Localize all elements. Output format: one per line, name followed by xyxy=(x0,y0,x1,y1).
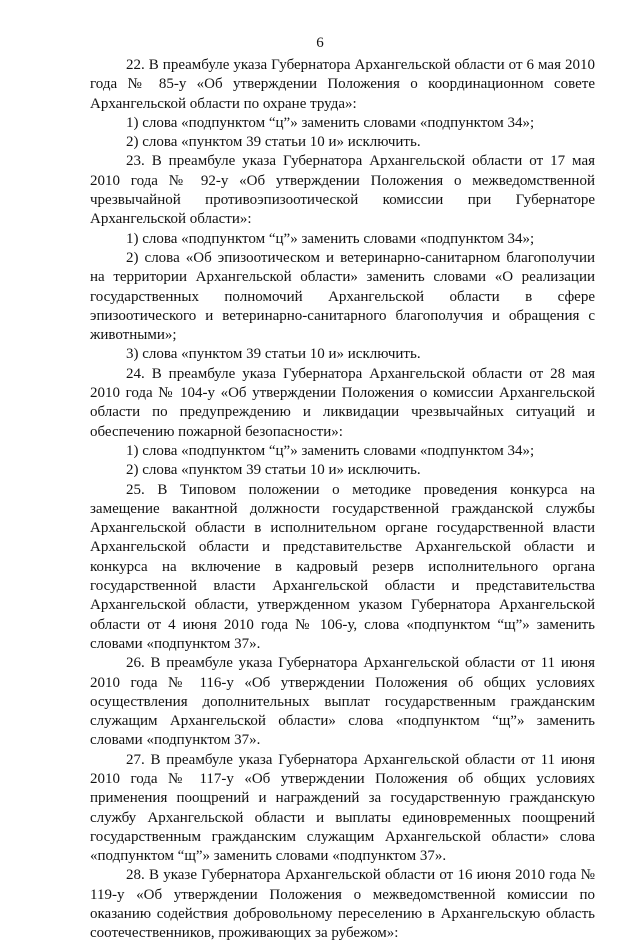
paragraph-27: 27. В преамбуле указа Губернатора Архангельской области от 11 июня 2010 года № 117-у «Об утверждении Положения об общих условиях применения поощрений и награждений за государственную гражданскую службу Архангельской области и выплаты единовременных поощрений государственным гражданским служащим Архангельской области» слова «подпунктом “щ”» заменить словами «подпунктом 37». xyxy=(90,751,595,865)
paragraph-23: 23. В преамбуле указа Губернатора Архангельской области от 17 мая 2010 года № 92-у «Об утверждении Положения о межведомственной чрезвычайной противоэпизоотической комиссии при Губернаторе Архангельской области»: xyxy=(90,153,595,228)
subitem-23-2: 2) слова «Об эпизоотическом и ветеринарно-санитарном благополучии на территории Архангельской области» заменить словами «О реализации государственных полномочий Архангельской области в сфере эпизоотического и ветеринарно-санитарного благополучия и обращения с животными»; xyxy=(90,249,595,344)
paragraph-28: 28. В указе Губернатора Архангельской области от 16 июня 2010 года № 119-у «Об утверждении Положения о межведомственной комиссии по оказанию содействия добровольному переселению в Архангельскую область соотечественников, проживающих за рубежом»: xyxy=(90,867,595,942)
paragraph-24: 24. В преамбуле указа Губернатора Архангельской области от 28 мая 2010 года № 104-у «Об утверждении Положения о комиссии Архангельской области по предупреждению и ликвидации чрезвычайных ситуаций и обеспечению пожарной безопасности»: xyxy=(90,365,595,440)
paragraph-26: 26. В преамбуле указа Губернатора Архангельской области от 11 июня 2010 года № 116-у «Об утверждении Положения об общих условиях осуществления дополнительных выплат государственным гражданским служащим Архангельской области» слова «подпунктом “щ”» заменить словами «подпунктом 37». xyxy=(90,655,595,749)
subitem-22-2: 2) слова «пунктом 39 статьи 10 и» исключить. xyxy=(126,134,421,151)
paragraph-22: 22. В преамбуле указа Губернатора Архангельской области от 6 мая 2010 года № 85-у «Об утверждении Положения о координационном совете Архангельской области по охране труда»: xyxy=(90,57,595,112)
page-number: 6 xyxy=(316,35,324,51)
document-body xyxy=(90,56,595,944)
subitem-24-2: 2) слова «пунктом 39 статьи 10 и» исключить. xyxy=(126,462,421,479)
paragraph-25: 25. В Типовом положении о методике проведения конкурса на замещение вакантной должности государственной гражданской службы Архангельской области в исполнительном органе государственной власти Архангельской области и представительстве Архангельской области и конкурса на включение в кадровый резерв исполнительного органа государственной власти Архангельской области и представительства Архангельской области, утвержденном указом Губернатора Архангельской области от 4 июня 2010 года № 106-у, слова «подпунктом “щ”» заменить словами «подпунктом 37». xyxy=(90,481,595,652)
subitem-24-1: 1) слова «подпунктом “ц”» заменить словами «подпунктом 34»; xyxy=(126,442,535,459)
subitem-23-3: 3) слова «пунктом 39 статьи 10 и» исключить. xyxy=(126,346,421,363)
subitem-22-1: 1) слова «подпунктом “ц”» заменить словами «подпунктом 34»; xyxy=(126,114,535,131)
subitem-23-1: 1) слова «подпунктом “ц”» заменить словами «подпунктом 34»; xyxy=(126,230,535,247)
